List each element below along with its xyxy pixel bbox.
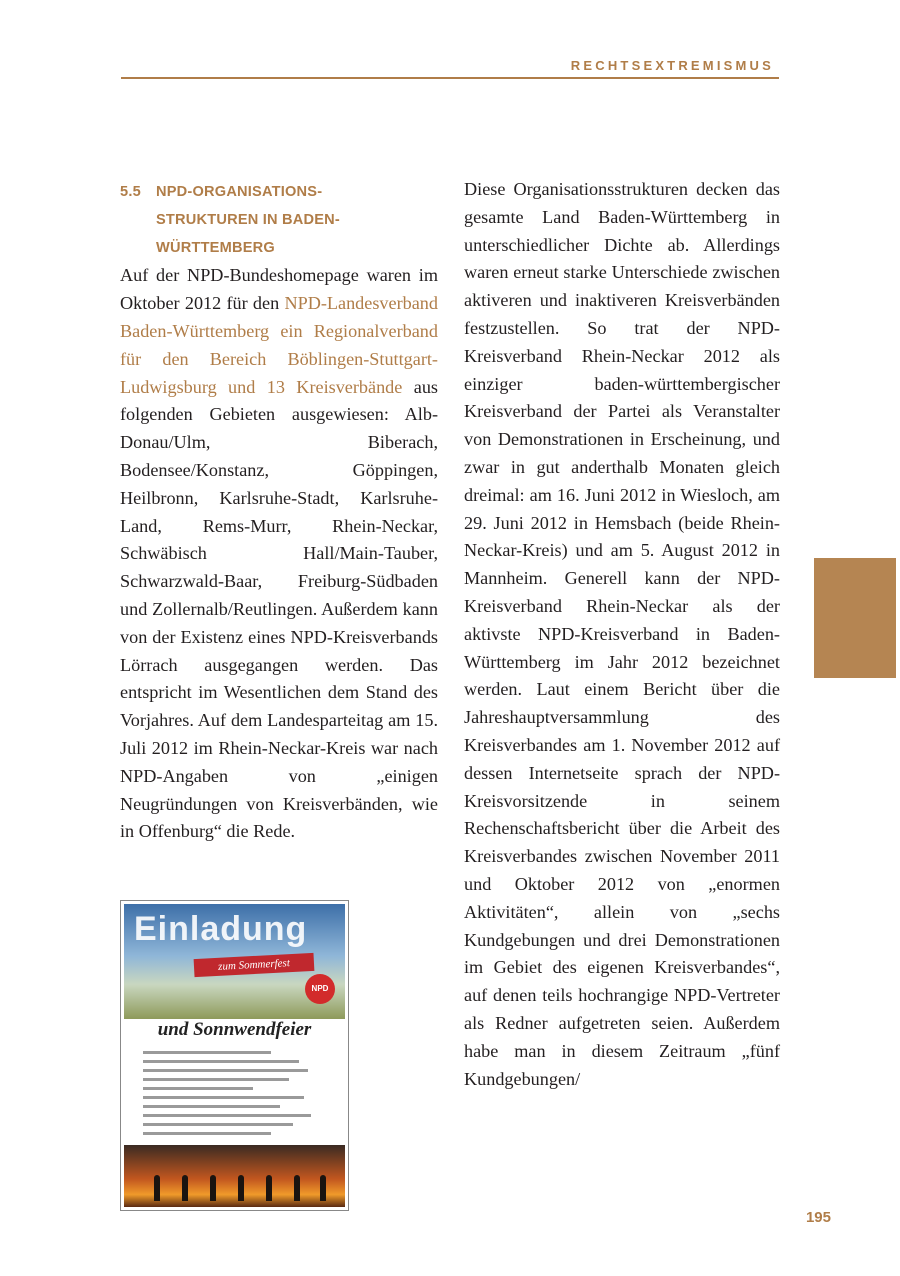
section-title-line: STRUKTUREN IN BADEN-	[156, 211, 340, 228]
poster-headline: Einladung	[134, 910, 308, 948]
section-number: 5.5	[120, 184, 141, 200]
poster-small-print	[143, 1051, 326, 1141]
section-heading	[120, 179, 438, 262]
poster-sky-area	[124, 904, 345, 1019]
header-rule	[121, 77, 779, 79]
left-paragraph	[120, 262, 438, 846]
npd-logo: NPD	[305, 974, 335, 1004]
running-header: RECHTSEXTREMISMUS	[570, 58, 774, 73]
highlighted-text: NPD-Landesverband Baden-Württemberg ein Regionalverband für den Bereich Böblingen-Stuttgart-Ludwigsburg und 13 Kreisverbände	[120, 293, 438, 397]
npd-invitation-poster-image	[120, 900, 349, 1211]
poster-fire-photo	[124, 1145, 345, 1207]
left-paragraph-intro: Auf der NPD-Bundeshomepage waren im Oktober 2012 für den	[120, 265, 438, 314]
left-column	[120, 176, 438, 846]
page-number: 195	[805, 1209, 831, 1226]
right-column	[464, 176, 780, 1093]
right-paragraph: Diese Organisationsstrukturen decken das gesamte Land Baden-Württemberg in unterschiedlicher Dichte ab. Allerdings waren erneut starke Unterschiede zwischen aktiveren und inaktiveren Kreisverbänden festzustellen. So trat der NPD-Kreisverband Rhein-Neckar 2012 als einziger baden-württembergischer Kreisverband der Partei als Veranstalter von Demonstrationen in Erscheinung, und zwar in gut anderthalb Monaten gleich dreimal: am 16. Juni 2012 in Wiesloch, am 29. Juni 2012 in Hemsbach (beide Rhein-Neckar-Kreis) und am 5. August 2012 in Mannheim. Generell kann der NPD-Kreisverband Rhein-Neckar als der aktivste NPD-Kreisverband in Baden-Württemberg im Jahr 2012 bezeichnet werden. Laut einem Bericht über die Jahreshauptversammlung des Kreisverbandes am 1. November 2012 auf dessen Internetseite sprach der NPD-Kreisvorsitzende in seinem Rechenschaftsbericht über die Arbeit des Kreisverbandes zwischen November 2011 und Oktober 2012 von „enormen Aktivitäten“, allein von „sechs Kundgebungen und drei Demonstrationen im Gebiet des eigenen Kreisverbandes“, auf denen teils hochrangige NPD-Vertreter als Redner aufgetreten seien. Außerdem habe man in diesem Zeitraum „fünf Kundgebungen/	[464, 179, 780, 1089]
poster-subtitle: und Sonnwendfeier	[157, 1019, 312, 1040]
left-paragraph-rest: aus folgenden Gebieten ausgewiesen: Alb-Donau/Ulm, Biberach, Bodensee/Konstanz, Göppingen, Heilbronn, Karlsruhe-Stadt, Karlsruhe-Land, Rems-Murr, Rhein-Neckar, Schwäbisch Hall/Main-Tauber, Schwarzwald-Baar, Freiburg-Südbaden und Zollernalb/Reutlingen. Außerdem kann von der Existenz eines NPD-Kreisverbands Lörrach ausgegangen werden. Das entspricht im Wesentlichen dem Stand des Vorjahres. Auf dem Landesparteitag am 15. Juli 2012 im Rhein-Neckar-Kreis war nach NPD-Angaben von „einigen Neugründungen von Kreisverbänden, wie in Offenburg“ die Rede.	[120, 376, 438, 842]
section-title	[156, 179, 438, 262]
section-title-line: WÜRTTEMBERG	[156, 239, 275, 256]
poster-banner: zum Sommerfest	[194, 953, 315, 977]
section-title-line: NPD-ORGANISATIONS-	[156, 184, 323, 200]
chapter-side-tab	[814, 558, 896, 678]
